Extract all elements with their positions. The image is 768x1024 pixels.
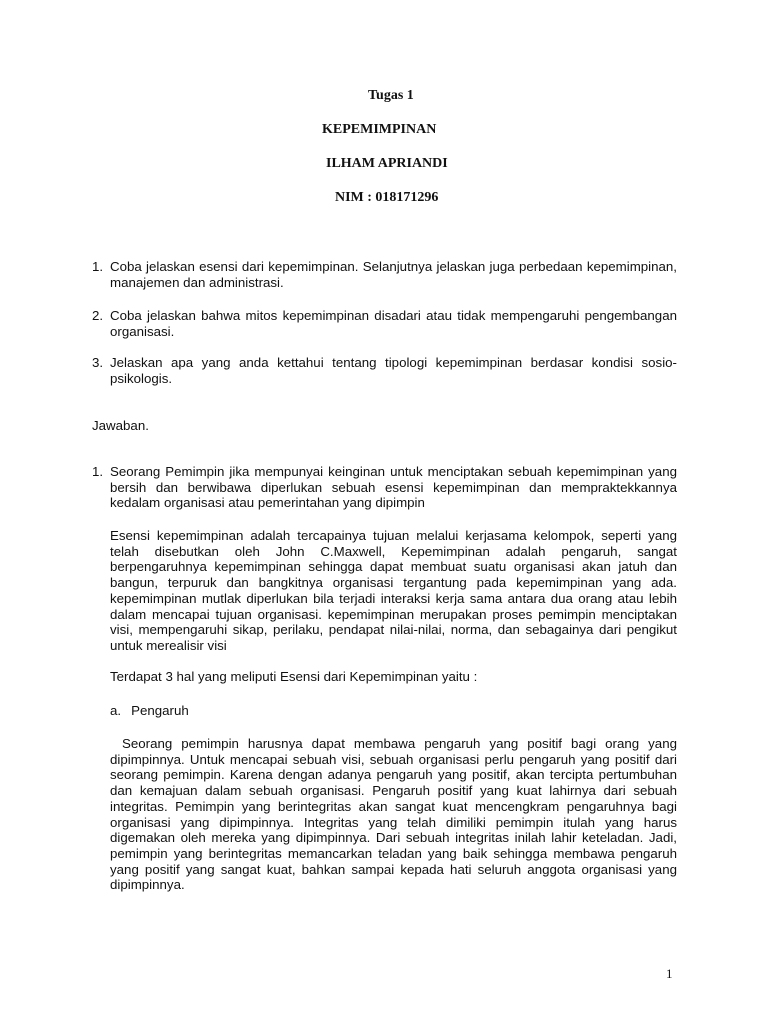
- question-2: [92, 308, 677, 339]
- question-text: Coba jelaskan esensi dari kepemimpinan. Selanjutnya jelaskan juga perbedaan kepemimpinan, manajemen dan administrasi.: [110, 259, 677, 290]
- sub-item-label: a.: [110, 703, 122, 718]
- sub-item-a-paragraph-block: [110, 736, 677, 893]
- course-name: KEPEMIMPINAN: [322, 122, 437, 137]
- answer-1: [92, 464, 677, 511]
- sub-item-title: Pengaruh: [131, 703, 189, 718]
- student-name: ILHAM APRIANDI: [326, 156, 448, 171]
- page-number: 1: [666, 966, 673, 981]
- question-text: Coba jelaskan bahwa mitos kepemimpinan disadari atau tidak mempengaruhi pengembangan organisasi.: [110, 308, 677, 339]
- answer-paragraph: Esensi kepemimpinan adalah tercapainya tujuan melalui kerjasama kelompok, seperti yang telah disebutkan oleh John C.Maxwell, Kepemimpinan adalah pengaruh, sangat berpengaruhnya kepemimpinan sehingga dapat membuat suatu organisasi akan jatuh dan bangun, terpuruk dan bangkitnya organisasi tergantung pada kepemimpinan yang ada. kepemimpinan mutlak diperlukan bila terjadi interaksi kerja sama antara dua orang atau lebih dalam mencapai tujuan organisasi. kepemimpinan merupakan proses pemimpin menciptakan visi, mempengaruhi sikap, perilaku, pendapat nilai-nilai, norma, dan sebagainya dari pengikut untuk merealisir visi: [110, 528, 677, 653]
- answer-1-paragraph-block: [110, 528, 677, 654]
- answer-heading: Jawaban.: [92, 418, 149, 433]
- question-number: 1.: [92, 259, 104, 274]
- sub-item-a: [110, 702, 677, 720]
- question-number: 3.: [92, 355, 104, 370]
- question-number: 2.: [92, 308, 104, 323]
- question-text: Jelaskan apa yang anda kettahui tentang tipologi kepemimpinan berdasar kondisi sosio-psikologis.: [110, 355, 677, 386]
- answer-intro: Seorang Pemimpin jika mempunyai keinginan untuk menciptakan sebuah kepemimpinan yang bersih dan berwibawa diperlukan sebuah esensi kepemimpinan dan mempraktekkannya kedalam organisasi atau pemerintahan yang dipimpin: [110, 464, 677, 511]
- question-3: [92, 355, 677, 386]
- list-intro: Terdapat 3 hal yang meliputi Esensi dari Kepemimpinan yaitu :: [110, 669, 478, 684]
- answer-number: 1.: [92, 464, 104, 479]
- question-1: [92, 259, 677, 290]
- sub-item-paragraph: Seorang pemimpin harusnya dapat membawa pengaruh yang positif bagi orang yang dipimpinnya. Untuk mencapai sebuah visi, sebuah organisasi perlu pengaruh yang positif dari seorang pemimpin. Karena dengan adanya pengaruh yang positif, akan tercipta pertumbuhan dan kemajuan dalam sebuah organisasi. Pengaruh positif yang kuat lahirnya dari sebuah integritas. Pemimpin yang berintegritas akan sangat kuat mencengkram pengaruhnya bagi organisasi yang dipimpinnya. Integritas yang telah dimiliki pemimpin itulah yang harus digemakan oleh mereka yang dipimpinnya. Dari sebuah integritas inilah lahir keteladan. Jadi, pemimpin yang berintegritas memancarkan teladan yang baik sehingga membawa pengaruh yang positif yang sangat kuat, bahkan sampai kepada hati seluruh anggota organisasi yang dipimpinnya.: [110, 736, 677, 893]
- document-title: Tugas 1: [368, 88, 414, 103]
- student-nim: NIM : 018171296: [335, 190, 439, 205]
